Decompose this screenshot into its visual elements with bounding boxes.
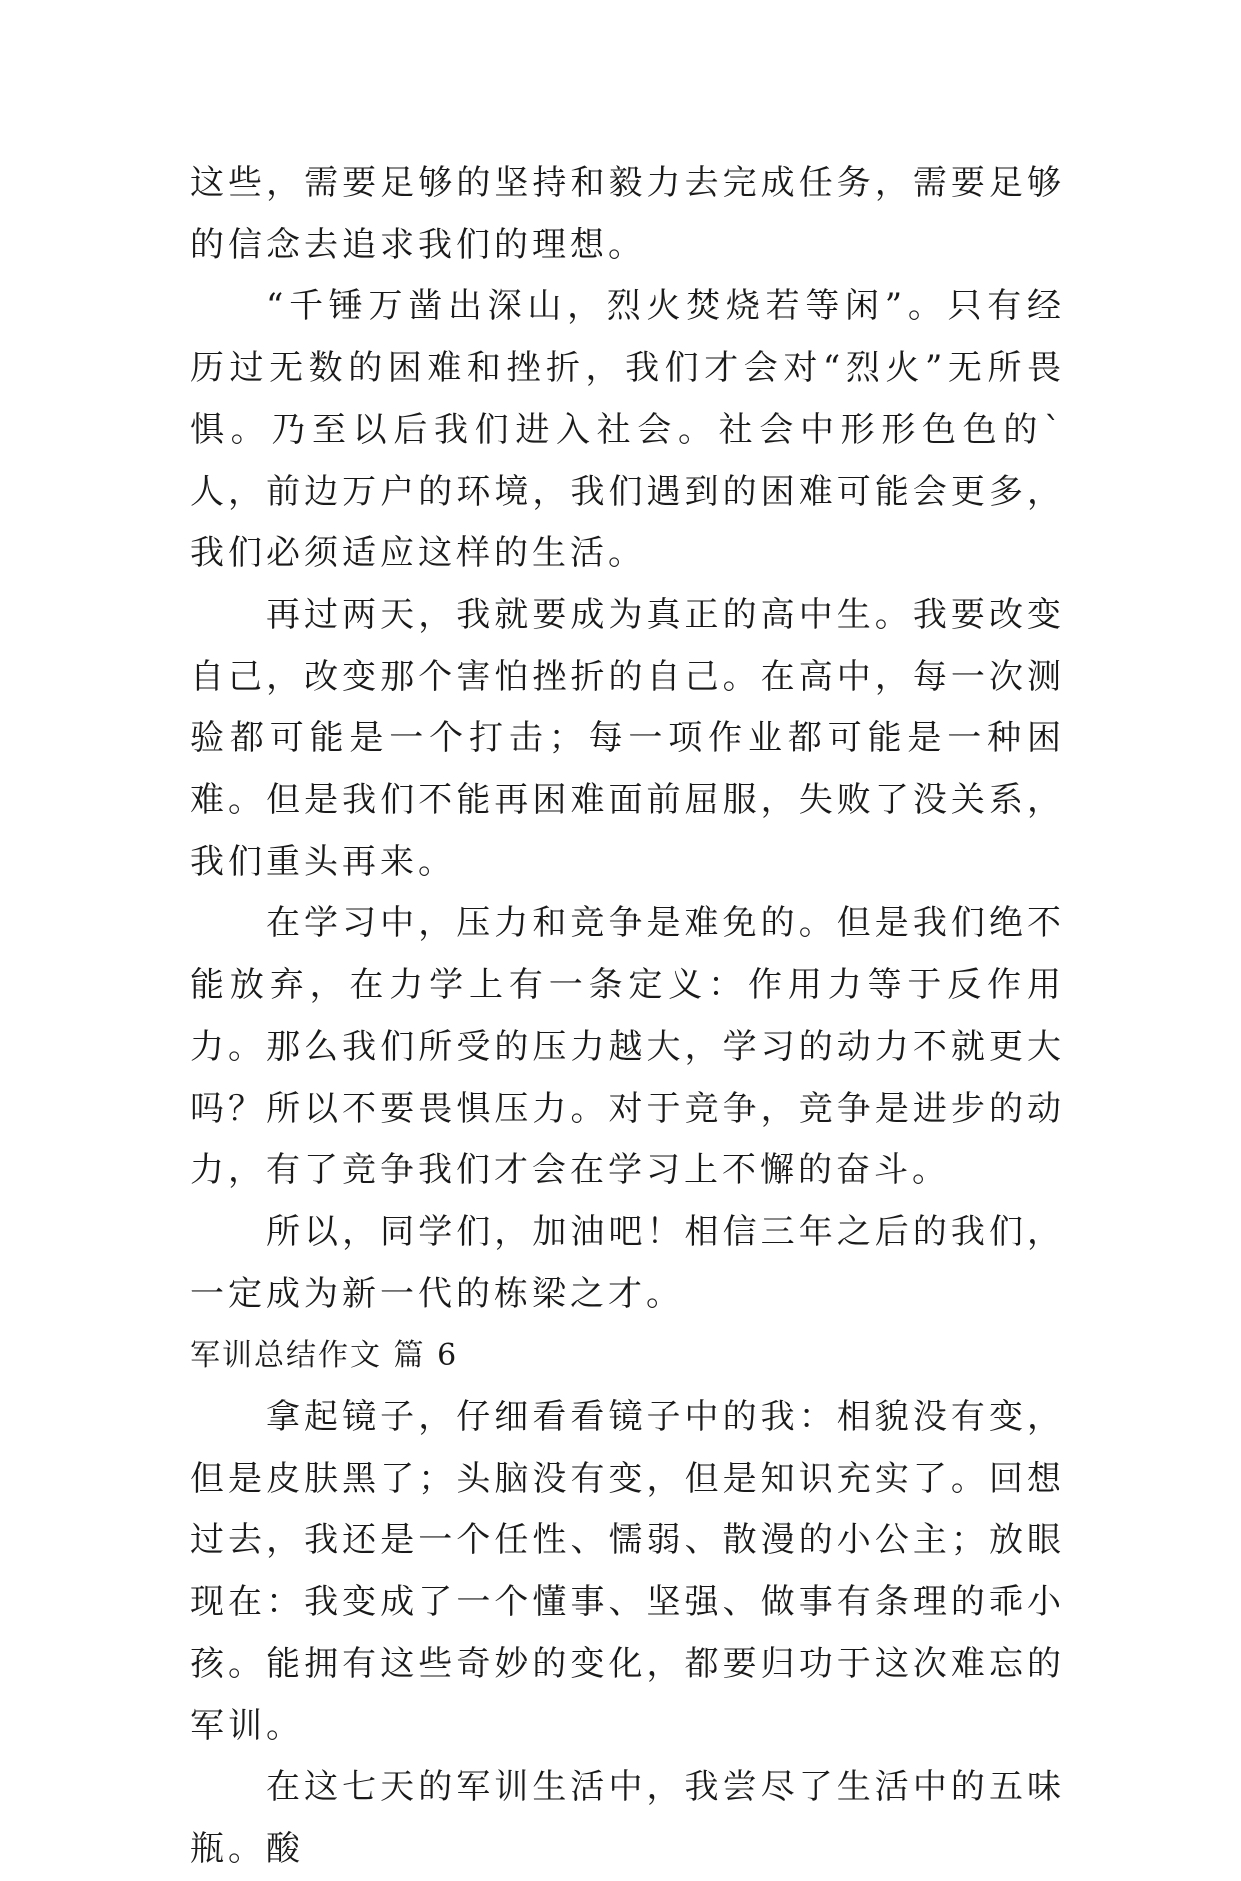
document-body bbox=[190, 153, 1065, 1881]
paragraph-3: 再过两天，我就要成为真正的高中生。我要改变自己，改变那个害怕挫折的自己。在高中，每一次测验都可能是一个打击；每一项作业都可能是一种困难。但是我们不能再困难面前屈服，失败了没关系，我们重头再来。 bbox=[190, 594, 1065, 882]
paragraph-5: 所以，同学们，加油吧！相信三年之后的我们，一定成为新一代的栋梁之才。 bbox=[190, 1211, 1065, 1314]
section-heading: 军训总结作文 篇 6 bbox=[190, 1338, 459, 1374]
paragraph-7: 在这七天的军训生活中，我尝尽了生活中的五味瓶。酸 bbox=[190, 1767, 1065, 1869]
paragraph-2: “千锤万凿出深山，烈火焚烧若等闲”。只有经历过无数的困难和挫折，我们才会对“烈火”无所畏惧。乃至以后我们进入社会。社会中形形色色的`人，前边万户的环境，我们遇到的困难可能会更多，我们必须适应这样的生活。 bbox=[190, 286, 1065, 574]
paragraph-4: 在学习中，压力和竞争是难免的。但是我们绝不能放弃，在力学上有一条定义：作用力等于反作用力。那么我们所受的压力越大，学习的动力不就更大吗？所以不要畏惧压力。对于竞争，竞争是进步的动力，有了竞争我们才会在学习上不懈的奋斗。 bbox=[190, 903, 1065, 1191]
paragraph-6: 拿起镜子，仔细看看镜子中的我：相貌没有变，但是皮肤黑了；头脑没有变，但是知识充实了。回想过去，我还是一个任性、懦弱、散漫的小公主；放眼现在：我变成了一个懂事、坚强、做事有条理的乖小孩。能拥有这些奇妙的变化，都要归功于这次难忘的军训。 bbox=[190, 1397, 1065, 1746]
paragraph-1: 这些，需要足够的坚持和毅力去完成任务，需要足够的信念去追求我们的理想。 bbox=[190, 163, 1065, 265]
